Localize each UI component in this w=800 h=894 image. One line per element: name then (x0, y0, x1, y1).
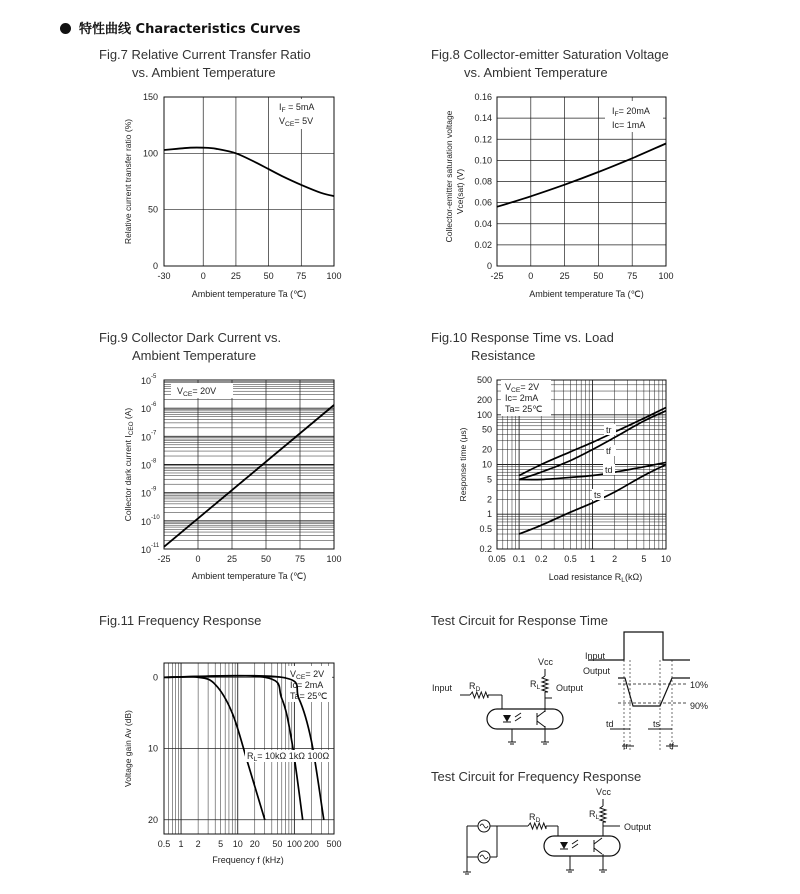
frequency-optocoupler-transistor-emitter (594, 848, 602, 854)
fig10-xtick-label: 2 (612, 554, 618, 564)
fig11-xtick-label: 5 (218, 839, 224, 849)
response-optocoupler-package (487, 709, 563, 729)
fig9-xtick-label: 0 (195, 554, 201, 564)
fig7-ytick-label: 100 (142, 148, 158, 159)
fig9-ytick-exponent: -5 (151, 374, 157, 380)
fig11-ylabel: Voltage gain Av (dB) (123, 710, 133, 787)
response-circuit-title: Test Circuit for Response Time (431, 613, 609, 628)
fig9-ytick-base: 10 (140, 516, 151, 527)
fig9-xtick-label: 100 (326, 554, 342, 564)
fig9-ytick-exponent: -10 (151, 514, 160, 521)
fig10-xtick-label: 0.5 (564, 554, 577, 564)
frequency-rl-label: $R_L$ (589, 809, 600, 821)
fig9-xtick-label: 75 (294, 554, 306, 564)
fig10-curve-label-ts: ts (594, 490, 602, 500)
ac-wave-icon (480, 824, 488, 828)
fig10-ytick-label: 2 (486, 494, 492, 505)
fig9-ytick-exponent: -8 (151, 458, 157, 465)
fig10-curve-label-td: td (605, 465, 613, 475)
fig8-ytick-label: 0.02 (474, 239, 492, 250)
frequency-circuit-title: Test Circuit for Frequency Response (431, 769, 642, 784)
fig9-ytick-exponent: -9 (151, 486, 157, 493)
fig10-curve-label-tf: tf (606, 446, 612, 456)
fig8-title-line1: Fig.8 Collector-emitter Saturation Voltage (431, 47, 669, 62)
fig10-ytick-label: 10 (481, 459, 492, 470)
fig9-title-line2: Ambient Temperature (132, 348, 257, 363)
fig8-ytick-label: 0.16 (474, 92, 492, 102)
fig11-xlabel: Frequency f (kHz) (212, 855, 284, 865)
fig8-ylabel-line2: Vce(sat) (V) (455, 168, 465, 215)
fig10-ytick-label: 0.5 (479, 524, 492, 535)
fig11-xtick-label: 1 (178, 839, 184, 849)
fig8-ytick-label: 0.10 (474, 155, 492, 166)
fig10-chart (458, 375, 671, 584)
frequency-optocoupler-transistor-collector (594, 838, 602, 844)
fig10-ytick-label: 50 (481, 424, 492, 435)
fig9-ytick-base: 10 (140, 488, 151, 499)
fig7-ytick-label: 50 (147, 204, 158, 215)
fig10-xtick-label: 5 (641, 554, 647, 564)
fig10-xtick-label: 1 (590, 554, 596, 564)
fig11-xtick-label: 500 (326, 839, 342, 849)
fig9-ytick-base: 10 (140, 432, 151, 443)
fig11-ytick-label: 10 (147, 743, 158, 754)
fig9-ytick-exponent: -11 (151, 543, 160, 549)
fig8-legend-ic: Ic= 1mA (612, 120, 646, 130)
fig8-ylabel-line1: Collector-emitter saturation voltage (444, 110, 454, 243)
fig7-xtick-label: 75 (296, 271, 307, 281)
fig8-chart (444, 92, 674, 299)
ts-label: ts (653, 719, 661, 729)
response-optocoupler-led-icon (503, 715, 511, 722)
fig9-xlabel: Ambient temperature Ta (℃) (191, 571, 307, 581)
fig11-xtick-label: 100 (286, 839, 302, 849)
fig10-ytick-label: 1 (486, 509, 492, 520)
fig9-xtick-label: 50 (260, 554, 272, 564)
fig9-chart (123, 374, 342, 581)
fig10-ylabel: Response time (μs) (458, 427, 468, 502)
fig9-ytick-exponent: -6 (151, 402, 157, 409)
fig9-ytick-base: 10 (140, 376, 151, 386)
fig8-xtick-label: 50 (593, 271, 604, 281)
fig7-ytick-label: 0 (152, 261, 158, 271)
fig9-legend-vce: $V_{CE}= 20V$ (177, 386, 217, 398)
frequency-optocoupler-light-arrow (572, 840, 578, 844)
fig10-xtick-label: 10 (660, 554, 672, 564)
frequency-optocoupler-led-icon (560, 842, 568, 849)
fig7-ylabel: Relative current transfer ratio (%) (123, 118, 133, 245)
frequency-vcc-label: Vcc (596, 787, 612, 797)
fig9-ytick-exponent: -7 (151, 430, 157, 437)
fig9-ytick-base: 10 (140, 545, 151, 555)
fig7-xtick-label: 100 (326, 271, 342, 281)
wave-output-label: Output (583, 666, 611, 676)
fig10-ytick-label: 100 (476, 409, 492, 420)
fig7-xtick-label: 50 (263, 271, 274, 281)
fig11-xtick-label: 0.5 (157, 839, 171, 849)
fig10-xtick-label: 0.05 (488, 554, 506, 564)
fig7-xtick-label: 25 (230, 271, 241, 281)
dc-wave-icon (480, 855, 488, 859)
fig8-ytick-label: 0.04 (474, 218, 492, 229)
fig8-ytick-label: 0.08 (474, 176, 492, 187)
fig8-ytick-label: 0.14 (474, 113, 492, 124)
fig9-ylabel: Collector dark current $I_{CEO}$ (A) (123, 407, 135, 522)
fig10-ytick-label: 0.2 (479, 544, 492, 554)
fig10-ytick-label: 200 (476, 394, 492, 405)
fig10-legend-ic: Ic= 2mA (505, 393, 539, 403)
fig9-xtick-label: -25 (157, 554, 171, 564)
fig11-legend-ic: Ic= 2mA (290, 680, 324, 690)
frequency-rd-label: $R_D$ (529, 812, 541, 824)
response-optocoupler-transistor-collector (537, 711, 545, 717)
fig7-xlabel: Ambient temperature Ta (℃) (191, 289, 307, 299)
response-rl-label: $R_L$ (530, 679, 541, 691)
fig10-xtick-label: 0.1 (512, 554, 526, 564)
response-rl-resistor (542, 676, 548, 692)
fig8-xtick-label: 100 (658, 271, 674, 281)
tr-label: tr (623, 741, 629, 751)
fig8-xtick-label: 75 (627, 271, 638, 281)
response-vcc-label: Vcc (538, 657, 554, 667)
fig10-legend-ta: Ta= 25℃ (505, 404, 543, 414)
response-input-label: Input (432, 683, 453, 693)
response-optocoupler-light-arrow (515, 717, 521, 721)
fig8-ytick-label: 0.06 (474, 197, 492, 208)
output-waveform (618, 678, 690, 706)
fig10-ytick-label: 5 (486, 474, 492, 485)
fig7-legend-if: $I_F = 5mA$ (279, 102, 315, 114)
fig8-title-line2: vs. Ambient Temperature (464, 65, 608, 80)
frequency-optocoupler-package (544, 836, 620, 856)
fig8-xtick-label: 25 (559, 271, 570, 281)
fig7-ytick-label: 150 (142, 92, 158, 102)
frequency-optocoupler-light-arrow (572, 844, 578, 848)
fig11-legend-ta: Ta= 25℃ (290, 691, 328, 701)
response-output-label: Output (556, 683, 584, 693)
section-title: 特性曲线 Characteristics Curves (79, 22, 301, 37)
ninety-percent-label: 90% (690, 701, 709, 711)
fig9-xtick-label: 25 (226, 554, 238, 564)
fig8-series-line (497, 144, 666, 207)
fig11-xtick-label: 2 (195, 839, 201, 849)
fig8-ytick-label: 0.12 (474, 134, 492, 145)
response-optocoupler-light-arrow (515, 713, 521, 717)
fig8-ytick-label: 0 (486, 261, 492, 271)
fig11-title-line1: Fig.11 Frequency Response (99, 613, 262, 628)
fig10-legend-vce: $V_{CE}= 2V$ (505, 382, 540, 394)
fig7-chart (123, 92, 342, 299)
fig11-xtick-label: 200 (303, 839, 319, 849)
fig11-xtick-label: 50 (272, 839, 283, 849)
td-label: td (606, 719, 614, 729)
fig10-curve-label-tr: tr (606, 425, 612, 435)
response-optocoupler-transistor-emitter (537, 721, 545, 727)
fig7-title-line1: Fig.7 Relative Current Transfer Ratio (99, 47, 311, 62)
response-rd-label: $R_D$ (469, 681, 481, 693)
fig7-title-line2: vs. Ambient Temperature (132, 65, 276, 80)
fig9-ytick-base: 10 (140, 404, 151, 415)
fig11-xtick-label: 20 (249, 839, 260, 849)
fig7-series-line (164, 148, 334, 197)
fig7-legend-vce: $V_{CE}= 5V$ (279, 116, 314, 128)
fig8-xtick-label: 0 (528, 271, 534, 281)
fig10-ytick-label: 20 (481, 444, 492, 455)
fig11-legend-vce: $V_{CE}= 2V$ (290, 669, 325, 681)
fig11-curve-label: $R_L= 10k\Omega$ 1kΩ 100Ω (247, 751, 330, 763)
fig7-xtick-label: -30 (157, 271, 171, 281)
wave-input-label: Input (585, 651, 606, 661)
fig9-ytick-base: 10 (140, 460, 151, 471)
fig10-title-line1: Fig.10 Response Time vs. Load (431, 330, 614, 345)
fig11-ytick-label: 0 (152, 672, 158, 683)
fig11-ytick-label: 20 (147, 814, 158, 825)
fig10-xlabel: Load resistance $R_L(k\Omega)$ (548, 572, 643, 584)
fig7-xtick-label: 0 (200, 271, 206, 281)
fig10-xtick-label: 0.2 (534, 554, 548, 564)
frequency-output-label: Output (624, 822, 652, 832)
fig8-legend-if: $I_F= 20mA$ (612, 106, 650, 118)
circuit-diagrams (432, 632, 708, 874)
tf-label: tf (669, 741, 675, 751)
fig10-title-line2: Resistance (471, 348, 536, 363)
fig8-xlabel: Ambient temperature Ta (℃) (529, 289, 644, 299)
fig11-chart (123, 663, 342, 865)
fig11-xtick-label: 10 (232, 839, 243, 849)
frequency-rl-resistor (600, 806, 606, 822)
ten-percent-label: 10% (690, 680, 709, 690)
fig9-title-line1: Fig.9 Collector Dark Current vs. (99, 330, 282, 345)
fig10-ytick-label: 500 (476, 375, 492, 385)
fig8-xtick-label: -25 (490, 271, 504, 281)
